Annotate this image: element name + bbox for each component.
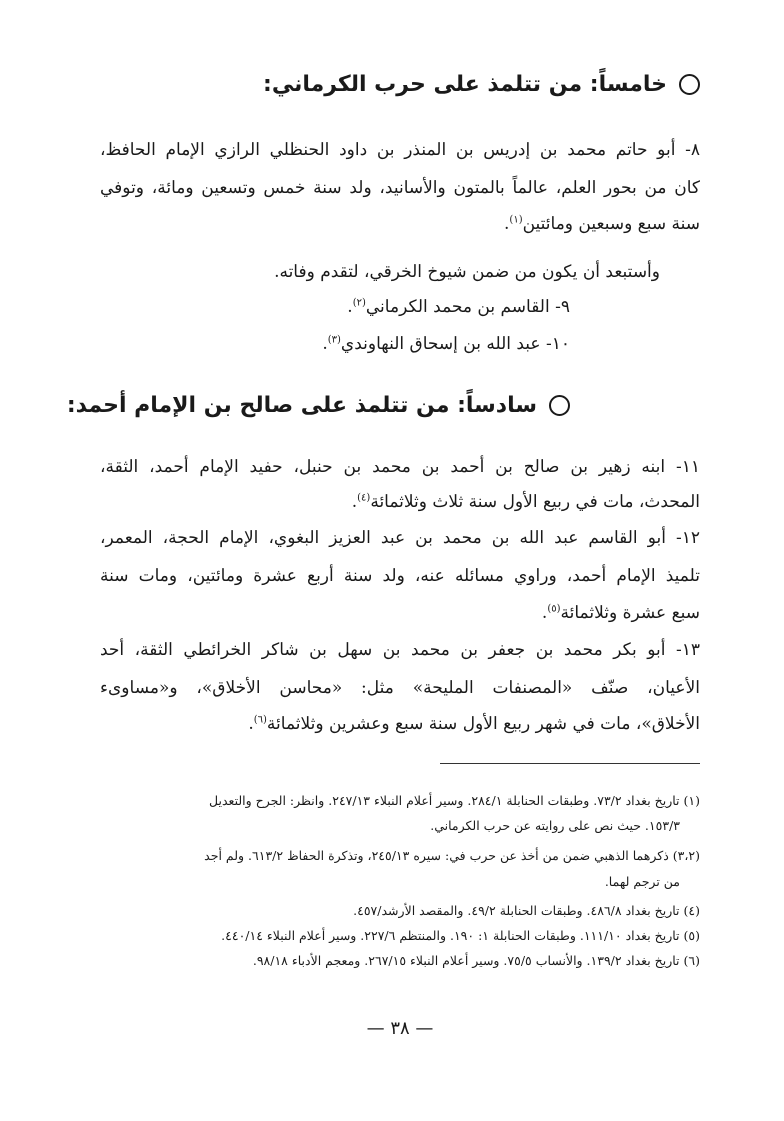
paragraph-line: ١٢- أبو القاسم عبد الله بن محمد بن عبد العزيز البغوي، الإمام الحجة، المعمر،: [100, 528, 700, 548]
paragraph-line: الأعيان، صنّف «المصنفات المليحة» مثل: «محاسن الأخلاق»، و«مساوىء: [100, 678, 700, 698]
footnote: (٥) تاريخ بغداد ١١١/١٠. وطبقات الحنابلة ١: ١٩٠. والمنتظم ٢٢٧/٦. وسير أعلام النبلاء ٤٤٠/١٤.: [221, 928, 700, 943]
footnote-ref: (٤): [357, 492, 371, 504]
paragraph-line: سنة سبع وسبعين ومائتين$^{(١)}$.: [504, 214, 700, 234]
heading-text: سادساً: من تتلمذ على صالح بن الإمام أحمد:: [66, 393, 537, 418]
list-item-10: ١٠- عبد الله بن إسحاق النهاوندي$^{(٣)}$.: [322, 334, 570, 354]
section-heading-sixth: [66, 393, 570, 418]
paragraph-line: الأخلاق»، مات في شهر ربيع الأول سنة سبع وعشرين وثلاثمائة$^{(٦)}$.: [248, 714, 700, 734]
paragraph-line: سبع عشرة وثلاثمائة$^{(٥)}$.: [541, 603, 700, 623]
footnote: من ترجم لهما.: [604, 874, 680, 889]
footnote-ref: (٦): [253, 714, 267, 726]
paragraph-line: ١٣- أبو بكر محمد بن جعفر بن محمد بن سهل بن شاكر الخرائطي الثقة، أحد: [100, 640, 700, 660]
heading-text: خامساً: من تتلمذ على حرب الكرماني:: [263, 72, 667, 97]
circle-bullet-icon: [679, 74, 700, 95]
footnote-ref: (٢): [352, 297, 366, 309]
paragraph-line: المحدث، مات في ربيع الأول سنة ثلاث وثلاثمائة$^{(٤)}$.: [351, 492, 700, 512]
footnote: (٣،٢) ذكرهما الذهبي ضمن من أخذ عن حرب في: سيره ٢٤٥/١٣، وتذكرة الحفاظ ٦١٣/٢. ولم أجد: [204, 848, 700, 863]
paragraph-line: تلميذ الإمام أحمد، وراوي مسائله عنه، ولد سنة أربع عشرة ومائتين، ومات سنة: [100, 566, 700, 586]
footnote-ref: (٣): [327, 334, 341, 346]
footnote-divider: [440, 763, 700, 764]
footnote: (١) تاريخ بغداد ٧٣/٢. وطبقات الحنابلة ٢٨٤/١. وسير أعلام النبلاء ٢٤٧/١٣. وانظر: الجرح والتعديل: [209, 793, 700, 808]
paragraph-line: وأستبعد أن يكون من ضمن شيوخ الخرقي، لتقدم وفاته.: [274, 262, 660, 282]
footnote: (٦) تاريخ بغداد ١٣٩/٢. والأنساب ٧٥/٥. وسير أعلام النبلاء ٢٦٧/١٥. ومعجم الأدباء ٩٨/١٨.: [252, 953, 700, 968]
circle-bullet-icon: [549, 395, 570, 416]
paragraph-line: ٨- أبو حاتم محمد بن إدريس بن المنذر بن داود الحنظلي الرازي الإمام الحافظ،: [100, 140, 700, 160]
footnote-ref: (١): [509, 214, 523, 226]
page-number: — ٣٨ —: [366, 1018, 434, 1039]
paragraph-line: كان من بحور العلم، عالماً بالمتون والأسانيد، ولد سنة خمس وتسعين ومائة، وتوفي: [100, 178, 700, 198]
footnote-ref: (٥): [547, 603, 561, 615]
paragraph-line: ١١- ابنه زهير بن صالح بن أحمد بن محمد بن حنبل، حفيد الإمام أحمد، الثقة،: [100, 457, 700, 477]
document-page: [66, 0, 700, 1121]
footnote: (٤) تاريخ بغداد ٤٨٦/٨. وطبقات الحنابلة ٤٩/٢. والمقصد الأرشد/٤٥٧.: [353, 903, 700, 918]
list-item-9: ٩- القاسم بن محمد الكرماني$^{(٢)}$.: [347, 297, 570, 317]
footnote: ١٥٣/٣. حيث نص على روايته عن حرب الكرماني.: [430, 818, 680, 833]
section-heading-fifth: [100, 72, 700, 97]
